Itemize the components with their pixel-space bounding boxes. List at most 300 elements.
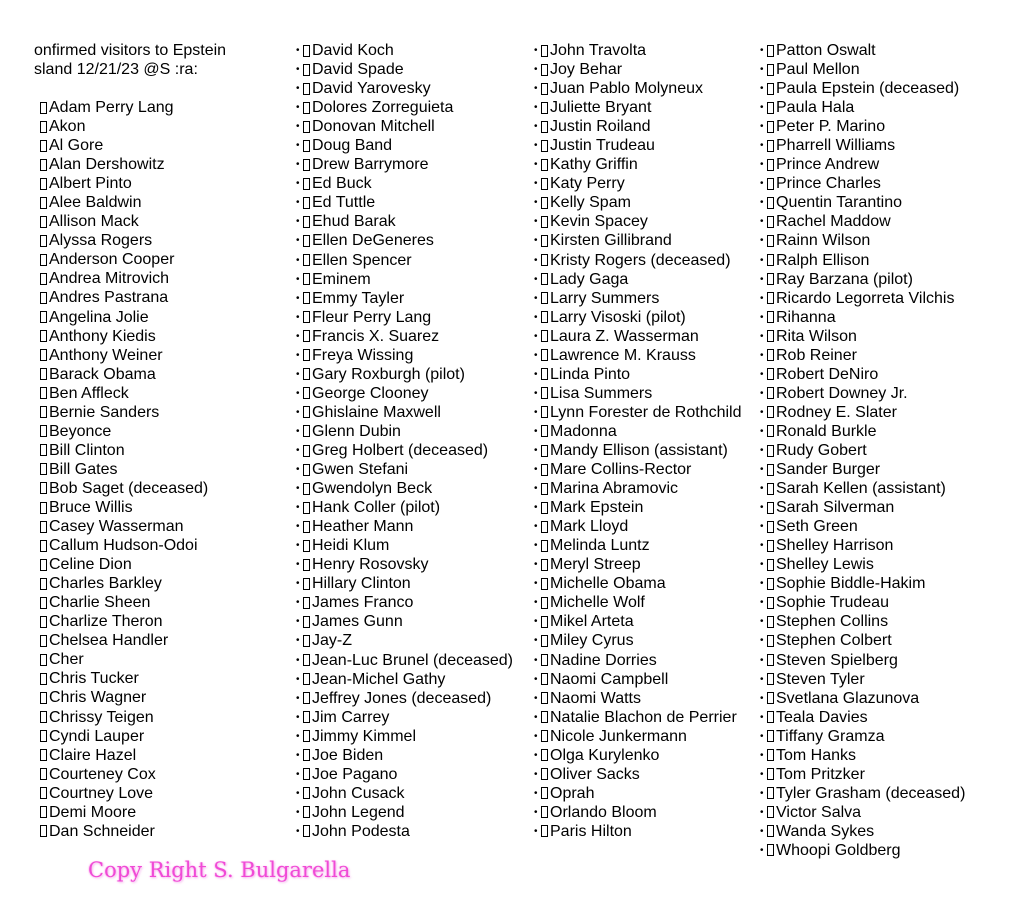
bullet-icon: • bbox=[296, 216, 300, 228]
visitor-name: Kathy Griffin bbox=[550, 156, 638, 174]
bullet-icon: • bbox=[296, 368, 300, 380]
visitor-name: Mare Collins-Rector bbox=[550, 461, 692, 479]
list-item bbox=[534, 479, 742, 498]
visitor-name: Robert DeNiro bbox=[776, 365, 879, 383]
checkbox-glyph-icon bbox=[767, 311, 774, 323]
list-item bbox=[760, 822, 965, 841]
checkbox-glyph-icon bbox=[541, 349, 548, 361]
visitor-name: Paris Hilton bbox=[550, 822, 632, 840]
list-item bbox=[760, 422, 965, 441]
bullet-icon: • bbox=[760, 540, 764, 552]
visitor-name: Joe Biden bbox=[312, 746, 384, 764]
list-item bbox=[534, 689, 742, 708]
list-item bbox=[40, 555, 208, 574]
bullet-icon: • bbox=[296, 311, 300, 323]
checkbox-glyph-icon bbox=[767, 197, 774, 209]
checkbox-glyph-icon bbox=[303, 349, 310, 361]
visitor-name: Paula Hala bbox=[776, 99, 855, 117]
checkbox-glyph-icon bbox=[40, 178, 47, 190]
list-item bbox=[40, 403, 208, 422]
visitor-name: Adam Perry Lang bbox=[49, 99, 174, 117]
checkbox-glyph-icon bbox=[767, 540, 774, 552]
list-item bbox=[534, 251, 742, 270]
list-item bbox=[534, 117, 742, 136]
bullet-icon: • bbox=[760, 844, 764, 856]
names-column-1 bbox=[40, 98, 208, 841]
list-item bbox=[534, 384, 742, 403]
bullet-icon: • bbox=[760, 502, 764, 514]
checkbox-glyph-icon bbox=[303, 730, 310, 742]
visitor-name: John Travolta bbox=[550, 42, 647, 60]
visitor-name: Ricardo Legorreta Vilchis bbox=[776, 289, 955, 307]
bullet-icon: • bbox=[760, 45, 764, 57]
list-item bbox=[296, 403, 513, 422]
visitor-name: Laura Z. Wasserman bbox=[550, 327, 699, 345]
list-item bbox=[534, 346, 742, 365]
checkbox-glyph-icon bbox=[303, 578, 310, 590]
checkbox-glyph-icon bbox=[541, 121, 548, 133]
visitor-name: Alyssa Rogers bbox=[49, 232, 153, 250]
bullet-icon: • bbox=[296, 711, 300, 723]
list-item bbox=[760, 403, 965, 422]
list-item bbox=[296, 517, 513, 536]
bullet-icon: • bbox=[760, 825, 764, 837]
visitor-name: Alee Baldwin bbox=[49, 194, 142, 212]
bullet-icon: • bbox=[296, 597, 300, 609]
visitor-name: Bernie Sanders bbox=[49, 403, 160, 421]
checkbox-glyph-icon bbox=[541, 654, 548, 666]
bullet-icon: • bbox=[534, 311, 538, 323]
bullet-icon: • bbox=[534, 64, 538, 76]
list-item bbox=[40, 479, 208, 498]
bullet-icon: • bbox=[534, 806, 538, 818]
checkbox-glyph-icon bbox=[303, 121, 310, 133]
list-item bbox=[534, 555, 742, 574]
list-item bbox=[534, 822, 742, 841]
visitor-name: Ghislaine Maxwell bbox=[312, 403, 441, 421]
bullet-icon: • bbox=[296, 749, 300, 761]
checkbox-glyph-icon bbox=[541, 387, 548, 399]
bullet-icon: • bbox=[534, 45, 538, 57]
list-item bbox=[534, 270, 742, 289]
bullet-icon: • bbox=[296, 616, 300, 628]
bullet-icon: • bbox=[760, 730, 764, 742]
bullet-icon: • bbox=[296, 121, 300, 133]
visitor-name: Marina Abramovic bbox=[550, 480, 679, 498]
list-item bbox=[534, 422, 742, 441]
bullet-icon: • bbox=[296, 635, 300, 647]
visitor-name: Juliette Bryant bbox=[550, 99, 652, 117]
checkbox-glyph-icon bbox=[40, 197, 47, 209]
visitor-name: Rodney E. Slater bbox=[776, 403, 897, 421]
list-item bbox=[40, 784, 208, 803]
checkbox-glyph-icon bbox=[303, 102, 310, 114]
list-item bbox=[296, 612, 513, 631]
list-item bbox=[534, 460, 742, 479]
bullet-icon: • bbox=[296, 102, 300, 114]
checkbox-glyph-icon bbox=[541, 83, 548, 95]
checkbox-glyph-icon bbox=[767, 368, 774, 380]
visitor-name: Rita Wilson bbox=[776, 327, 857, 345]
list-item bbox=[40, 593, 208, 612]
bullet-icon: • bbox=[534, 445, 538, 456]
checkbox-glyph-icon bbox=[40, 502, 47, 514]
bullet-icon: • bbox=[296, 406, 300, 418]
list-item bbox=[534, 708, 742, 727]
checkbox-glyph-icon bbox=[767, 635, 774, 647]
bullet-icon: • bbox=[296, 254, 300, 266]
list-item bbox=[760, 612, 965, 631]
list-item bbox=[296, 117, 513, 136]
checkbox-glyph-icon bbox=[40, 311, 47, 323]
list-item bbox=[296, 422, 513, 441]
visitor-name: Dan Schneider bbox=[49, 822, 155, 840]
names-column-2 bbox=[296, 41, 513, 841]
visitor-name: Claire Hazel bbox=[49, 746, 137, 764]
list-item bbox=[534, 670, 742, 689]
checkbox-glyph-icon bbox=[541, 311, 548, 323]
list-item bbox=[760, 193, 965, 212]
visitor-name: Shelley Lewis bbox=[776, 556, 874, 574]
bullet-icon: • bbox=[296, 673, 300, 685]
visitor-name: Jeffrey Jones (deceased) bbox=[312, 689, 492, 707]
checkbox-glyph-icon bbox=[303, 711, 310, 723]
checkbox-glyph-icon bbox=[303, 64, 310, 76]
bullet-icon: • bbox=[296, 559, 300, 571]
bullet-icon: • bbox=[760, 216, 764, 228]
checkbox-glyph-icon bbox=[541, 806, 548, 818]
bullet-icon: • bbox=[534, 464, 538, 476]
checkbox-glyph-icon bbox=[40, 768, 47, 780]
bullet-icon: • bbox=[296, 292, 300, 304]
bullet-icon: • bbox=[534, 83, 538, 95]
visitor-name: Jim Carrey bbox=[312, 708, 390, 726]
list-item bbox=[296, 670, 513, 689]
checkbox-glyph-icon bbox=[541, 368, 548, 380]
checkbox-glyph-icon bbox=[541, 273, 548, 285]
checkbox-glyph-icon bbox=[303, 387, 310, 399]
checkbox-glyph-icon bbox=[541, 521, 548, 533]
list-item bbox=[534, 574, 742, 593]
list-item bbox=[760, 98, 965, 117]
checkbox-glyph-icon bbox=[303, 692, 310, 704]
list-item bbox=[40, 231, 208, 250]
copyright-watermark: Copy Right S. Bulgarella bbox=[88, 858, 351, 882]
visitor-name: Sarah Kellen (assistant) bbox=[776, 480, 946, 498]
list-item bbox=[296, 593, 513, 612]
checkbox-glyph-icon bbox=[541, 559, 548, 571]
list-item bbox=[760, 727, 965, 746]
list-item bbox=[40, 650, 208, 669]
checkbox-glyph-icon bbox=[541, 445, 548, 457]
visitor-name: Anthony Weiner bbox=[49, 346, 163, 364]
list-item bbox=[40, 212, 208, 231]
visitor-name: James Gunn bbox=[312, 613, 403, 631]
bullet-icon: • bbox=[296, 692, 300, 704]
visitor-name: Bill Gates bbox=[49, 460, 118, 478]
checkbox-glyph-icon bbox=[541, 673, 548, 685]
visitor-name: Steven Tyler bbox=[776, 670, 865, 688]
checkbox-glyph-icon bbox=[303, 768, 310, 780]
checkbox-glyph-icon bbox=[40, 159, 47, 171]
list-item bbox=[40, 346, 208, 365]
checkbox-glyph-icon bbox=[303, 83, 310, 95]
bullet-icon: • bbox=[534, 425, 538, 437]
checkbox-glyph-icon bbox=[541, 825, 548, 837]
list-item bbox=[534, 308, 742, 327]
checkbox-glyph-icon bbox=[303, 616, 310, 628]
checkbox-glyph-icon bbox=[541, 235, 548, 247]
bullet-icon: • bbox=[534, 616, 538, 628]
list-item bbox=[40, 536, 208, 555]
checkbox-glyph-icon bbox=[767, 425, 774, 437]
visitor-name: Meryl Streep bbox=[550, 556, 641, 574]
visitor-name: Heidi Klum bbox=[312, 537, 390, 555]
bullet-icon: • bbox=[296, 387, 300, 399]
list-item bbox=[534, 403, 742, 422]
checkbox-glyph-icon bbox=[40, 559, 47, 571]
list-item bbox=[296, 365, 513, 384]
list-item bbox=[40, 669, 208, 688]
visitor-name: Sophie Trudeau bbox=[776, 594, 889, 612]
checkbox-glyph-icon bbox=[541, 178, 548, 190]
checkbox-glyph-icon bbox=[767, 730, 774, 742]
bullet-icon: • bbox=[534, 140, 538, 152]
bullet-icon: • bbox=[760, 464, 764, 476]
list-item bbox=[760, 651, 965, 670]
bullet-icon: • bbox=[534, 787, 538, 799]
checkbox-glyph-icon bbox=[40, 654, 47, 666]
list-item bbox=[760, 384, 965, 403]
visitor-name: Andrea Mitrovich bbox=[49, 270, 170, 288]
list-item bbox=[760, 479, 965, 498]
bullet-icon: • bbox=[296, 64, 300, 76]
checkbox-glyph-icon bbox=[40, 387, 47, 399]
list-item bbox=[296, 708, 513, 727]
visitor-name: George Clooney bbox=[312, 384, 429, 402]
checkbox-glyph-icon bbox=[541, 749, 548, 761]
visitor-name: Prince Charles bbox=[776, 175, 881, 193]
visitor-name: Ronald Burkle bbox=[776, 422, 877, 440]
visitor-name: Joe Pagano bbox=[312, 765, 398, 783]
list-item bbox=[760, 79, 965, 98]
list-item bbox=[40, 288, 208, 307]
list-item bbox=[296, 631, 513, 650]
list-item bbox=[296, 822, 513, 841]
list-item bbox=[296, 441, 513, 460]
visitor-name: Chrissy Teigen bbox=[49, 708, 154, 726]
list-item bbox=[760, 574, 965, 593]
bullet-icon: • bbox=[534, 483, 538, 495]
bullet-icon: • bbox=[760, 349, 764, 361]
checkbox-glyph-icon bbox=[767, 330, 774, 342]
list-item bbox=[760, 289, 965, 308]
list-item bbox=[296, 136, 513, 155]
bullet-icon: • bbox=[296, 578, 300, 590]
bullet-icon: • bbox=[296, 45, 300, 57]
visitor-name: Linda Pinto bbox=[550, 365, 631, 383]
visitor-name: Ellen Spencer bbox=[312, 251, 412, 269]
checkbox-glyph-icon bbox=[767, 273, 774, 285]
checkbox-glyph-icon bbox=[40, 235, 47, 247]
checkbox-glyph-icon bbox=[40, 597, 47, 609]
visitor-name: Charles Barkley bbox=[49, 575, 162, 593]
visitor-name: Chris Tucker bbox=[49, 670, 139, 688]
visitor-name: David Koch bbox=[312, 42, 394, 60]
bullet-icon: • bbox=[296, 235, 300, 247]
visitor-name: Rainn Wilson bbox=[776, 232, 871, 250]
list-item bbox=[760, 155, 965, 174]
checkbox-glyph-icon bbox=[303, 502, 310, 514]
title-line-1: onfirmed visitors to Epstein bbox=[34, 42, 227, 59]
visitor-name: Mikel Arteta bbox=[550, 613, 634, 631]
bullet-icon: • bbox=[760, 254, 764, 266]
visitor-name: Ed Buck bbox=[312, 175, 372, 193]
list-item bbox=[40, 193, 208, 212]
bullet-icon: • bbox=[760, 635, 764, 647]
checkbox-glyph-icon bbox=[303, 197, 310, 209]
bullet-icon: • bbox=[534, 349, 538, 361]
visitor-name: Paula Epstein (deceased) bbox=[776, 80, 960, 98]
bullet-icon: • bbox=[296, 425, 300, 437]
visitor-name: Tiffany Gramza bbox=[776, 727, 885, 745]
visitor-name: Sophie Biddle-Hakim bbox=[776, 575, 926, 593]
bullet-icon: • bbox=[760, 711, 764, 723]
visitor-name: Rihanna bbox=[776, 308, 836, 326]
bullet-icon: • bbox=[760, 445, 764, 456]
checkbox-glyph-icon bbox=[303, 825, 310, 837]
list-item bbox=[40, 384, 208, 403]
bullet-icon: • bbox=[534, 102, 538, 114]
bullet-icon: • bbox=[534, 559, 538, 571]
list-item bbox=[534, 212, 742, 231]
checkbox-glyph-icon bbox=[303, 787, 310, 799]
bullet-icon: • bbox=[534, 178, 538, 190]
list-item bbox=[40, 612, 208, 631]
list-item bbox=[534, 593, 742, 612]
visitor-name: Patton Oswalt bbox=[776, 42, 876, 60]
checkbox-glyph-icon bbox=[40, 406, 47, 418]
list-item bbox=[760, 441, 965, 460]
bullet-icon: • bbox=[760, 273, 764, 285]
checkbox-glyph-icon bbox=[40, 330, 47, 342]
list-item bbox=[296, 803, 513, 822]
checkbox-glyph-icon bbox=[303, 425, 310, 437]
checkbox-glyph-icon bbox=[40, 673, 47, 685]
bullet-icon: • bbox=[534, 387, 538, 399]
list-item bbox=[40, 746, 208, 765]
bullet-icon: • bbox=[534, 749, 538, 761]
list-item bbox=[40, 727, 208, 746]
visitor-name: Glenn Dubin bbox=[312, 422, 401, 440]
list-item bbox=[534, 60, 742, 79]
checkbox-glyph-icon bbox=[767, 406, 774, 418]
list-item bbox=[760, 60, 965, 79]
list-item bbox=[40, 250, 208, 269]
names-column-3 bbox=[534, 41, 742, 841]
visitor-name: Alan Dershowitz bbox=[49, 156, 165, 174]
bullet-icon: • bbox=[534, 235, 538, 247]
list-item bbox=[296, 231, 513, 250]
visitor-name: Kristy Rogers (deceased) bbox=[550, 251, 731, 269]
list-item bbox=[760, 460, 965, 479]
visitor-name: Demi Moore bbox=[49, 803, 137, 821]
bullet-icon: • bbox=[296, 483, 300, 495]
bullet-icon: • bbox=[760, 787, 764, 799]
checkbox-glyph-icon bbox=[40, 521, 47, 533]
checkbox-glyph-icon bbox=[767, 787, 774, 799]
list-item bbox=[296, 651, 513, 670]
checkbox-glyph-icon bbox=[40, 540, 47, 552]
list-item bbox=[760, 631, 965, 650]
list-item bbox=[296, 251, 513, 270]
bullet-icon: • bbox=[534, 768, 538, 780]
checkbox-glyph-icon bbox=[767, 349, 774, 361]
bullet-icon: • bbox=[534, 654, 538, 666]
list-item bbox=[534, 41, 742, 60]
list-item bbox=[40, 441, 208, 460]
list-item bbox=[40, 803, 208, 822]
bullet-icon: • bbox=[296, 140, 300, 152]
visitor-name: Melinda Luntz bbox=[550, 537, 650, 555]
list-item bbox=[534, 612, 742, 631]
visitor-name: Barack Obama bbox=[49, 365, 156, 383]
checkbox-glyph-icon bbox=[40, 711, 47, 723]
list-item bbox=[760, 593, 965, 612]
checkbox-glyph-icon bbox=[767, 445, 774, 457]
list-item bbox=[760, 841, 965, 860]
list-item bbox=[40, 422, 208, 441]
list-item bbox=[760, 212, 965, 231]
checkbox-glyph-icon bbox=[303, 445, 310, 457]
checkbox-glyph-icon bbox=[303, 635, 310, 647]
list-item bbox=[760, 784, 965, 803]
list-item bbox=[760, 117, 965, 136]
checkbox-glyph-icon bbox=[541, 787, 548, 799]
list-item bbox=[40, 365, 208, 384]
bullet-icon: • bbox=[534, 673, 538, 685]
checkbox-glyph-icon bbox=[303, 140, 310, 152]
list-item bbox=[534, 327, 742, 346]
checkbox-glyph-icon bbox=[40, 825, 47, 837]
bullet-icon: • bbox=[534, 273, 538, 285]
checkbox-glyph-icon bbox=[40, 292, 47, 304]
bullet-icon: • bbox=[534, 578, 538, 590]
visitor-name: Drew Barrymore bbox=[312, 156, 429, 174]
visitor-name: Prince Andrew bbox=[776, 156, 880, 174]
checkbox-glyph-icon bbox=[767, 654, 774, 666]
checkbox-glyph-icon bbox=[40, 463, 47, 475]
checkbox-glyph-icon bbox=[541, 197, 548, 209]
visitor-name: Bob Saget (deceased) bbox=[49, 479, 209, 497]
list-item bbox=[296, 212, 513, 231]
bullet-icon: • bbox=[760, 521, 764, 533]
list-item bbox=[296, 479, 513, 498]
bullet-icon: • bbox=[534, 216, 538, 228]
list-item bbox=[40, 498, 208, 517]
list-item bbox=[296, 384, 513, 403]
list-item bbox=[760, 231, 965, 250]
checkbox-glyph-icon bbox=[767, 521, 774, 533]
checkbox-glyph-icon bbox=[541, 102, 548, 114]
list-item bbox=[40, 174, 208, 193]
visitor-name: Sander Burger bbox=[776, 461, 881, 479]
list-item bbox=[760, 270, 965, 289]
visitor-name: Francis X. Suarez bbox=[312, 327, 440, 345]
list-item bbox=[296, 289, 513, 308]
visitor-name: Miley Cyrus bbox=[550, 632, 634, 650]
checkbox-glyph-icon bbox=[303, 311, 310, 323]
